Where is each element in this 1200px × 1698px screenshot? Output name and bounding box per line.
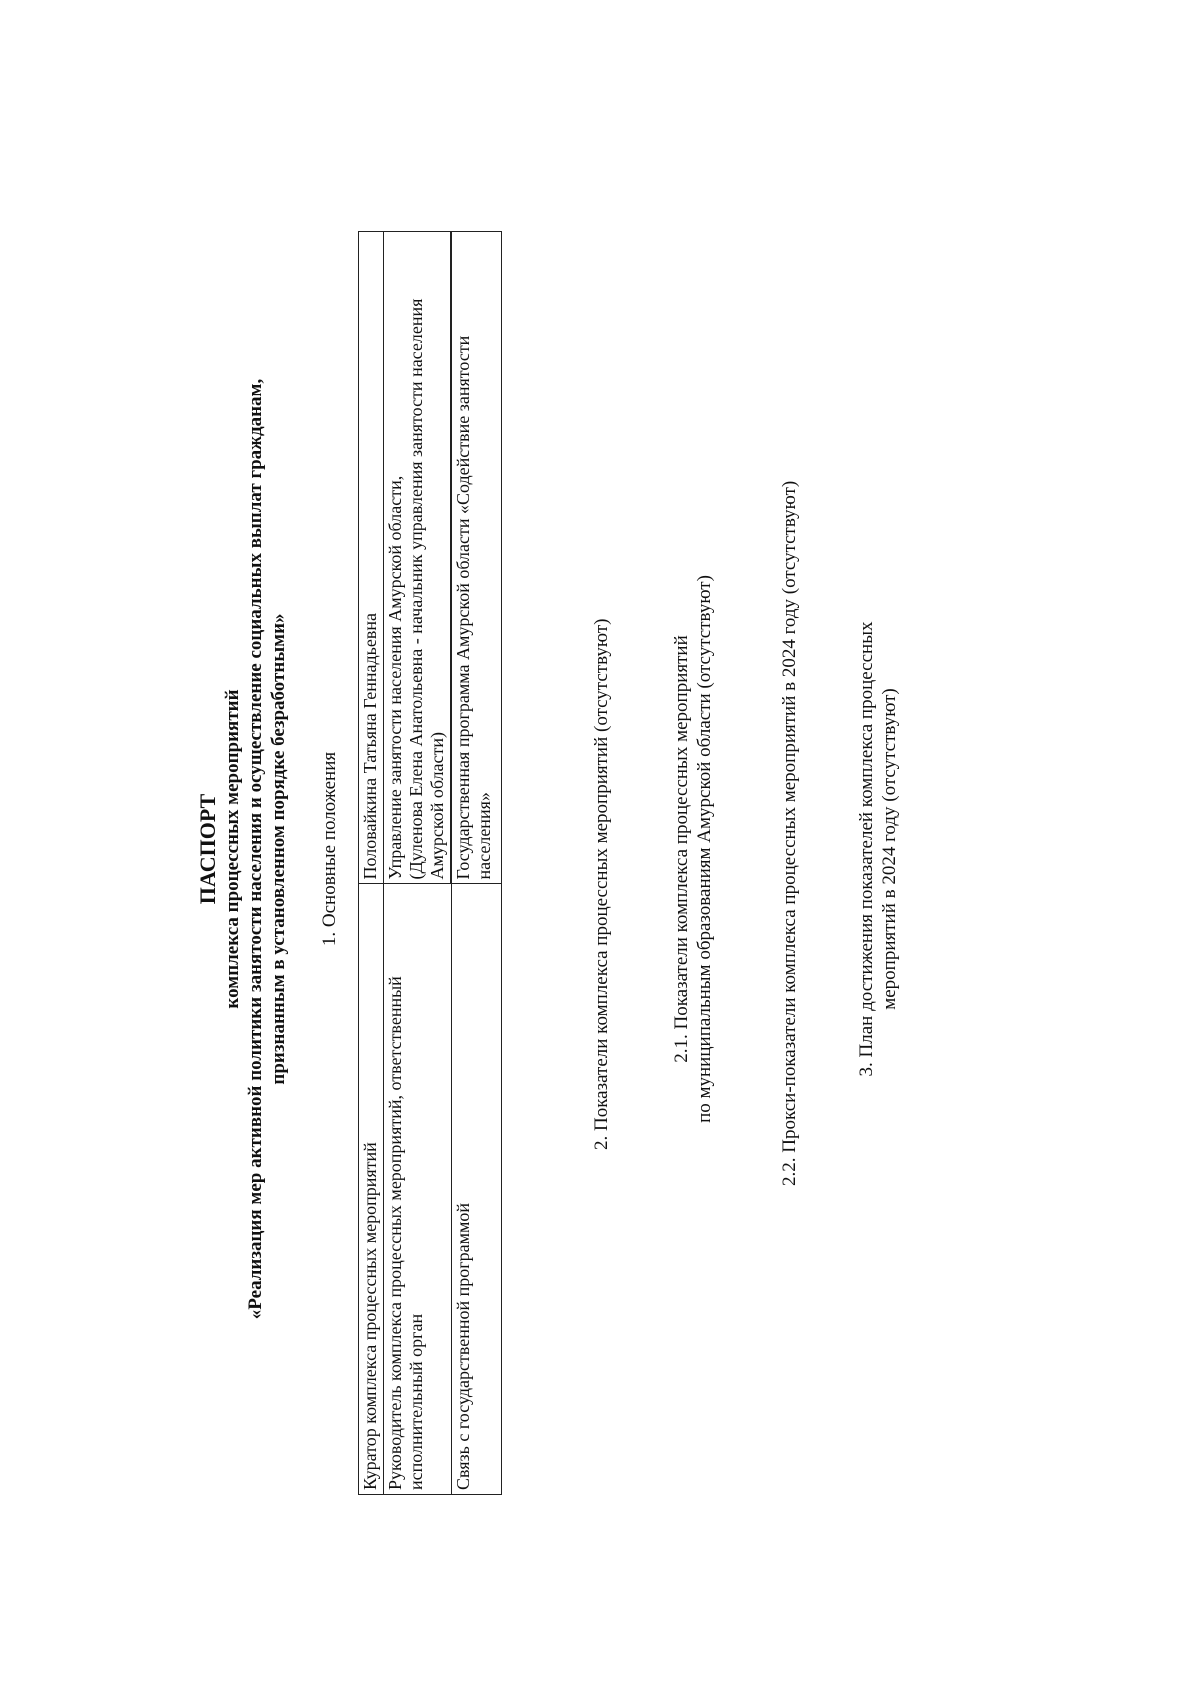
section2-heading: 2. Показатели комплекса процессных мероприятий (отсутствуют) <box>591 618 612 1150</box>
program-name-line2: признанным в установленном порядке безработными» <box>268 613 289 1085</box>
section3-heading: 3. План достижения показателей комплекса процессных мероприятий в 2024 году (отсутствуют) <box>856 621 900 1077</box>
page-title: ПАСПОРТ <box>195 793 220 905</box>
row-label: Руководитель комплекса процессных мероприятий, ответственный исполнительный орган <box>384 884 452 1495</box>
row-label: Связь с государственной программой <box>451 884 501 1495</box>
table-row <box>451 232 501 1495</box>
row-value: Половайкина Татьяна Геннадьевна <box>359 232 384 884</box>
passport-header <box>195 0 290 1698</box>
section2-2-heading: 2.2. Прокси-показатели комплекса процессных мероприятий в 2024 году (отсутствуют) <box>779 480 800 1186</box>
page-subtitle: комплекса процессных мероприятий <box>222 689 243 1009</box>
program-name-line1: «Реализация мер активной политики занятости населения и осуществление социальных выплат гражданам, <box>245 378 266 1320</box>
table-row <box>384 232 452 1495</box>
section2-1-heading: 2.1. Показатели комплекса процессных мероприятий по муниципальным образованиям Амурской области (отсутствуют) <box>671 575 715 1123</box>
row-value: Государственная программа Амурской области «Содействие занятости населения» <box>451 232 501 884</box>
section1-heading: 1. Основные положения <box>319 751 340 947</box>
row-label: Куратор комплекса процессных мероприятий <box>359 884 384 1495</box>
row-value: Управление занятости населения Амурской области, (Дуленова Елена Анатольевна - начальник управления занятости населения Амурской области) <box>384 232 452 884</box>
table-row <box>359 232 384 1495</box>
basic-provisions-table <box>358 231 502 1495</box>
